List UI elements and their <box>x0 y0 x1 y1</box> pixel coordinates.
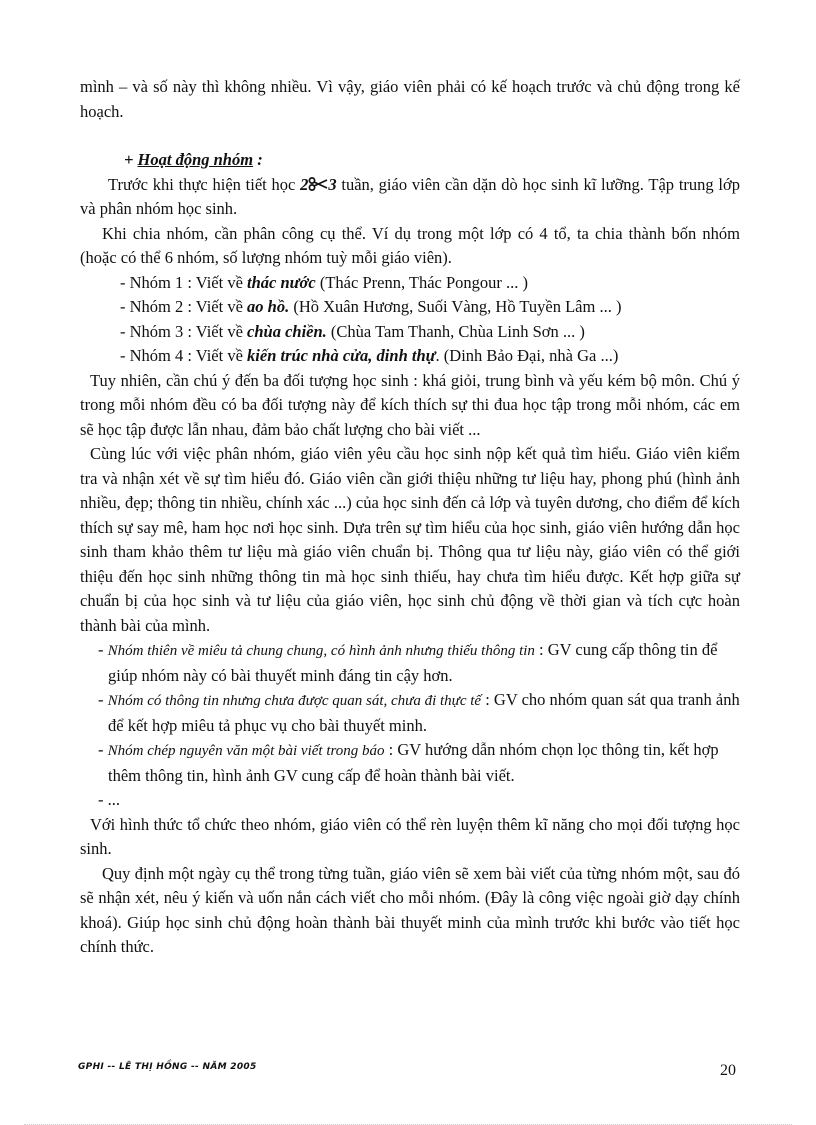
group-item: - Nhóm 2 : Viết về ao hồ. (Hồ Xuân Hương, Suối Vàng, Hồ Tuyền Lâm ... ) <box>120 297 622 316</box>
page-number: 20 <box>720 1062 736 1079</box>
case-item: - Nhóm chép nguyên văn một bài viết trong báo : GV hướng dẫn nhóm chọn lọc thông tin, kết hợp thêm thông tin, hình ảnh GV cung cấp để hoàn thành bài viết. <box>98 740 719 785</box>
paragraph-7: Quy định một ngày cụ thể trong từng tuần, giáo viên sẽ xem bài viết của từng nhóm một, sau đó sẽ nhận xét, nêu ý kiến và uốn nắn cách viết cho mỗi nhóm. (Đây là công việc ngoài giờ dạy chính khoá). Giúp học sinh chủ động hoàn thành bài thuyết minh của mình trước khi bước vào tiết học chính thức. <box>80 863 740 956</box>
heading-title: Hoạt động nhóm <box>137 150 254 169</box>
scissors-icon <box>308 177 328 191</box>
case-item: - Nhóm thiên về miêu tả chung chung, có hình ảnh nhưng thiếu thông tin : GV cung cấp thông tin để giúp nhóm này có bài thuyết minh đáng tin cậy hơn. <box>98 640 718 685</box>
paragraph-4: Tuy nhiên, cần chú ý đến ba đối tượng học sinh : khá giỏi, trung bình và yếu kém bộ môn. Chú ý trong mỗi nhóm đều có ba đối tượng này để kích thích sự thi đua học tập trong mỗi nhóm, các em sẽ học tập được lẫn nhau, đảm bảo chất lượng cho bài viết ... <box>80 370 740 439</box>
paragraph-3: Khi chia nhóm, cần phân công cụ thể. Ví dụ trong một lớp có 4 tổ, ta chia thành bốn nhóm (hoặc có thể 6 nhóm, số lượng nhóm tuỳ mỗi giáo viên). <box>80 223 740 267</box>
group-item: - Nhóm 1 : Viết về thác nước (Thác Prenn, Thác Pongour ... ) <box>120 272 529 292</box>
group-item: - Nhóm 4 : Viết về kiến trúc nhà cửa, dinh thự. (Dinh Bảo Đại, nhà Ga ...) <box>120 346 619 365</box>
paragraph-2: Trước khi thực hiện tiết học 2 3 tuần, giáo viên cần dặn dò học sinh kĩ lưỡng. Tập trung lớp và phân nhóm học sinh. <box>80 174 740 218</box>
paragraph-6: Với hình thức tổ chức theo nhóm, giáo viên có thể rèn luyện thêm kĩ năng cho mọi đối tượng học sinh. <box>80 814 740 858</box>
document-body <box>80 75 740 960</box>
list-ellipsis: - ... <box>98 790 120 809</box>
section-heading: + Hoạt động nhóm : <box>124 150 263 169</box>
page-footer: GPHI -- LÊ THỊ HỒNG -- NĂM 2005 <box>78 1062 257 1072</box>
paragraph-5: Cùng lúc với việc phân nhóm, giáo viên yêu cầu học sinh nộp kết quả tìm hiểu. Giáo viên kiểm tra và nhận xét về sự tìm hiểu đó. Giáo viên cần giới thiệu những tư liệu hay, phong phú (hình ảnh nhiều, đẹp; thông tin nhiều, chính xác ...) của học sinh đến cả lớp và tuyên dương, cho điểm để kích thích sự say mê, ham học nơi học sinh. Dựa trên sự tìm hiểu của học sinh, giáo viên hướng dẫn học sinh tham khảo thêm tư liệu mà giáo viên chuẩn bị. Thông qua tư liệu này, giáo viên có thể giới thiệu đến học sinh những thông tin mà học sinh thiếu, hay chưa tìm hiểu được. Kết hợp giữa sự chuẩn bị của học sinh và tư liệu của giáo viên, học sinh chủ động về thời gian và tích cực hoàn thành bài của mình. <box>80 444 740 635</box>
paragraph-1: mình – và số này thì không nhiều. Vì vậy, giáo viên phải có kế hoạch trước và chủ động trong kế hoạch. <box>80 77 740 121</box>
case-item: - Nhóm có thông tin nhưng chưa được quan sát, chưa đi thực tế : GV cho nhóm quan sát qua tranh ảnh để kết hợp miêu tả phục vụ cho bài thuyết minh. <box>98 690 740 735</box>
group-item: - Nhóm 3 : Viết về chùa chiền. (Chùa Tam Thanh, Chùa Linh Sơn ... ) <box>120 321 585 341</box>
